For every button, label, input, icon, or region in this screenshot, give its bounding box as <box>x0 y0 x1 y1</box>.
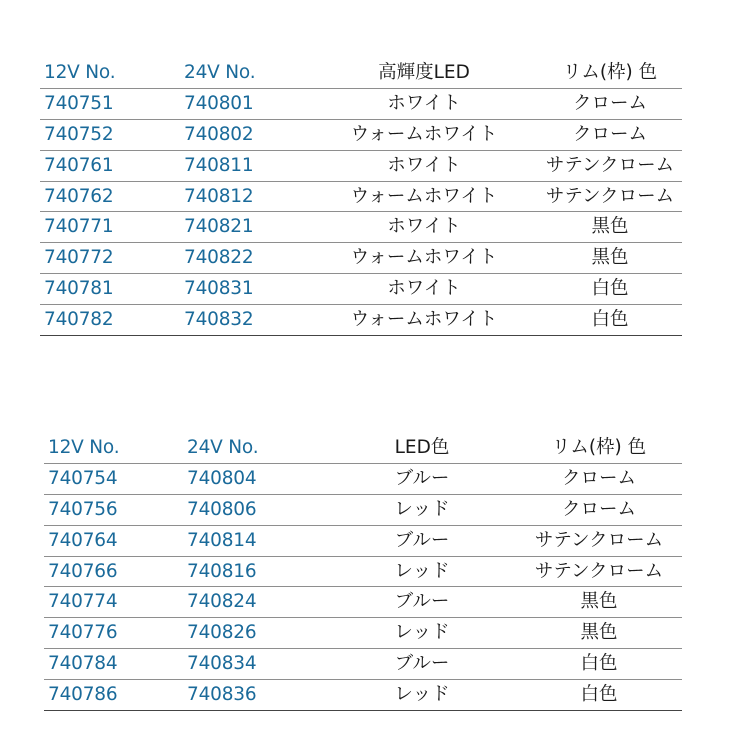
table-header-row <box>40 58 682 89</box>
cell-led: ウォームホワイト <box>350 247 498 269</box>
cell-24v-no: 740811 <box>184 154 254 176</box>
header-12v-no: 12V No. <box>44 62 116 83</box>
table-row <box>40 305 682 336</box>
table-row <box>44 649 682 680</box>
cell-rim-color: 白色 <box>580 684 618 706</box>
cell-led-color: ブルー <box>394 467 450 489</box>
cell-led-color: レッド <box>394 684 450 706</box>
table-row <box>44 587 682 618</box>
cell-24v-no: 740836 <box>187 684 257 706</box>
cell-24v-no: 740804 <box>187 467 257 489</box>
cell-12v-no: 740781 <box>44 278 114 300</box>
cell-24v-no: 740812 <box>184 185 254 207</box>
table-row <box>40 212 682 243</box>
cell-led-color: レッド <box>394 498 450 520</box>
cell-led: ホワイト <box>387 278 461 300</box>
cell-rim-color: 白色 <box>591 309 629 331</box>
header-12v-no: 12V No. <box>48 437 120 458</box>
cell-led: ウォームホワイト <box>350 123 498 145</box>
product-table-high-brightness-led <box>40 58 682 336</box>
table-row <box>44 618 682 649</box>
cell-24v-no: 740802 <box>184 123 254 145</box>
table-row <box>40 182 682 213</box>
cell-led-color: ブルー <box>394 529 450 551</box>
header-rim-color: リム(枠) 色 <box>562 62 658 83</box>
header-24v-no: 24V No. <box>187 437 259 458</box>
cell-12v-no: 740754 <box>48 467 118 489</box>
cell-rim-color: クローム <box>561 498 636 520</box>
cell-rim-color: サテンクローム <box>534 529 664 551</box>
cell-rim-color: 黒色 <box>580 591 618 613</box>
cell-led-color: レッド <box>394 560 450 582</box>
cell-24v-no: 740821 <box>184 216 254 238</box>
cell-24v-no: 740824 <box>187 591 257 613</box>
header-led-color: LED色 <box>394 437 450 458</box>
cell-12v-no: 740786 <box>48 684 118 706</box>
table-row <box>40 274 682 305</box>
cell-12v-no: 740771 <box>44 216 114 238</box>
cell-24v-no: 740832 <box>184 309 254 331</box>
cell-rim-color: 白色 <box>591 278 629 300</box>
cell-24v-no: 740806 <box>187 498 257 520</box>
cell-24v-no: 740826 <box>187 622 257 644</box>
table-header-row <box>44 433 682 464</box>
cell-12v-no: 740784 <box>48 653 118 675</box>
cell-12v-no: 740782 <box>44 309 114 331</box>
cell-rim-color: 黒色 <box>580 622 618 644</box>
cell-12v-no: 740762 <box>44 185 114 207</box>
cell-12v-no: 740752 <box>44 123 114 145</box>
cell-rim-color: 黒色 <box>591 247 629 269</box>
cell-rim-color: クローム <box>572 123 647 145</box>
cell-12v-no: 740764 <box>48 529 118 551</box>
table-row <box>40 89 682 120</box>
header-led: 高輝度LED <box>378 62 470 83</box>
cell-rim-color: クローム <box>572 92 647 114</box>
cell-led-color: ブルー <box>394 653 450 675</box>
table-row <box>44 526 682 557</box>
header-24v-no: 24V No. <box>184 62 256 83</box>
cell-24v-no: 740834 <box>187 653 257 675</box>
table-row <box>40 243 682 274</box>
cell-led: ウォームホワイト <box>350 309 498 331</box>
cell-12v-no: 740766 <box>48 560 118 582</box>
header-rim-color: リム(枠) 色 <box>551 437 647 458</box>
table-row <box>44 464 682 495</box>
table-row <box>44 495 682 526</box>
cell-rim-color: サテンクローム <box>545 154 675 176</box>
cell-led: ホワイト <box>387 154 461 176</box>
cell-12v-no: 740776 <box>48 622 118 644</box>
table-row <box>44 680 682 711</box>
cell-rim-color: サテンクローム <box>534 560 664 582</box>
table-row <box>40 151 682 182</box>
cell-led-color: レッド <box>394 622 450 644</box>
cell-24v-no: 740822 <box>184 247 254 269</box>
cell-24v-no: 740831 <box>184 278 254 300</box>
cell-rim-color: クローム <box>561 467 636 489</box>
cell-led: ホワイト <box>387 216 461 238</box>
cell-rim-color: 白色 <box>580 653 618 675</box>
table-row <box>44 557 682 588</box>
cell-rim-color: 黒色 <box>591 216 629 238</box>
table-row <box>40 120 682 151</box>
cell-led: ホワイト <box>387 92 461 114</box>
cell-24v-no: 740801 <box>184 92 254 114</box>
cell-12v-no: 740772 <box>44 247 114 269</box>
cell-12v-no: 740761 <box>44 154 114 176</box>
product-table-color-led <box>44 433 682 711</box>
cell-led: ウォームホワイト <box>350 185 498 207</box>
cell-12v-no: 740751 <box>44 92 114 114</box>
cell-24v-no: 740814 <box>187 529 257 551</box>
cell-24v-no: 740816 <box>187 560 257 582</box>
cell-rim-color: サテンクローム <box>545 185 675 207</box>
cell-12v-no: 740756 <box>48 498 118 520</box>
cell-led-color: ブルー <box>394 591 450 613</box>
cell-12v-no: 740774 <box>48 591 118 613</box>
